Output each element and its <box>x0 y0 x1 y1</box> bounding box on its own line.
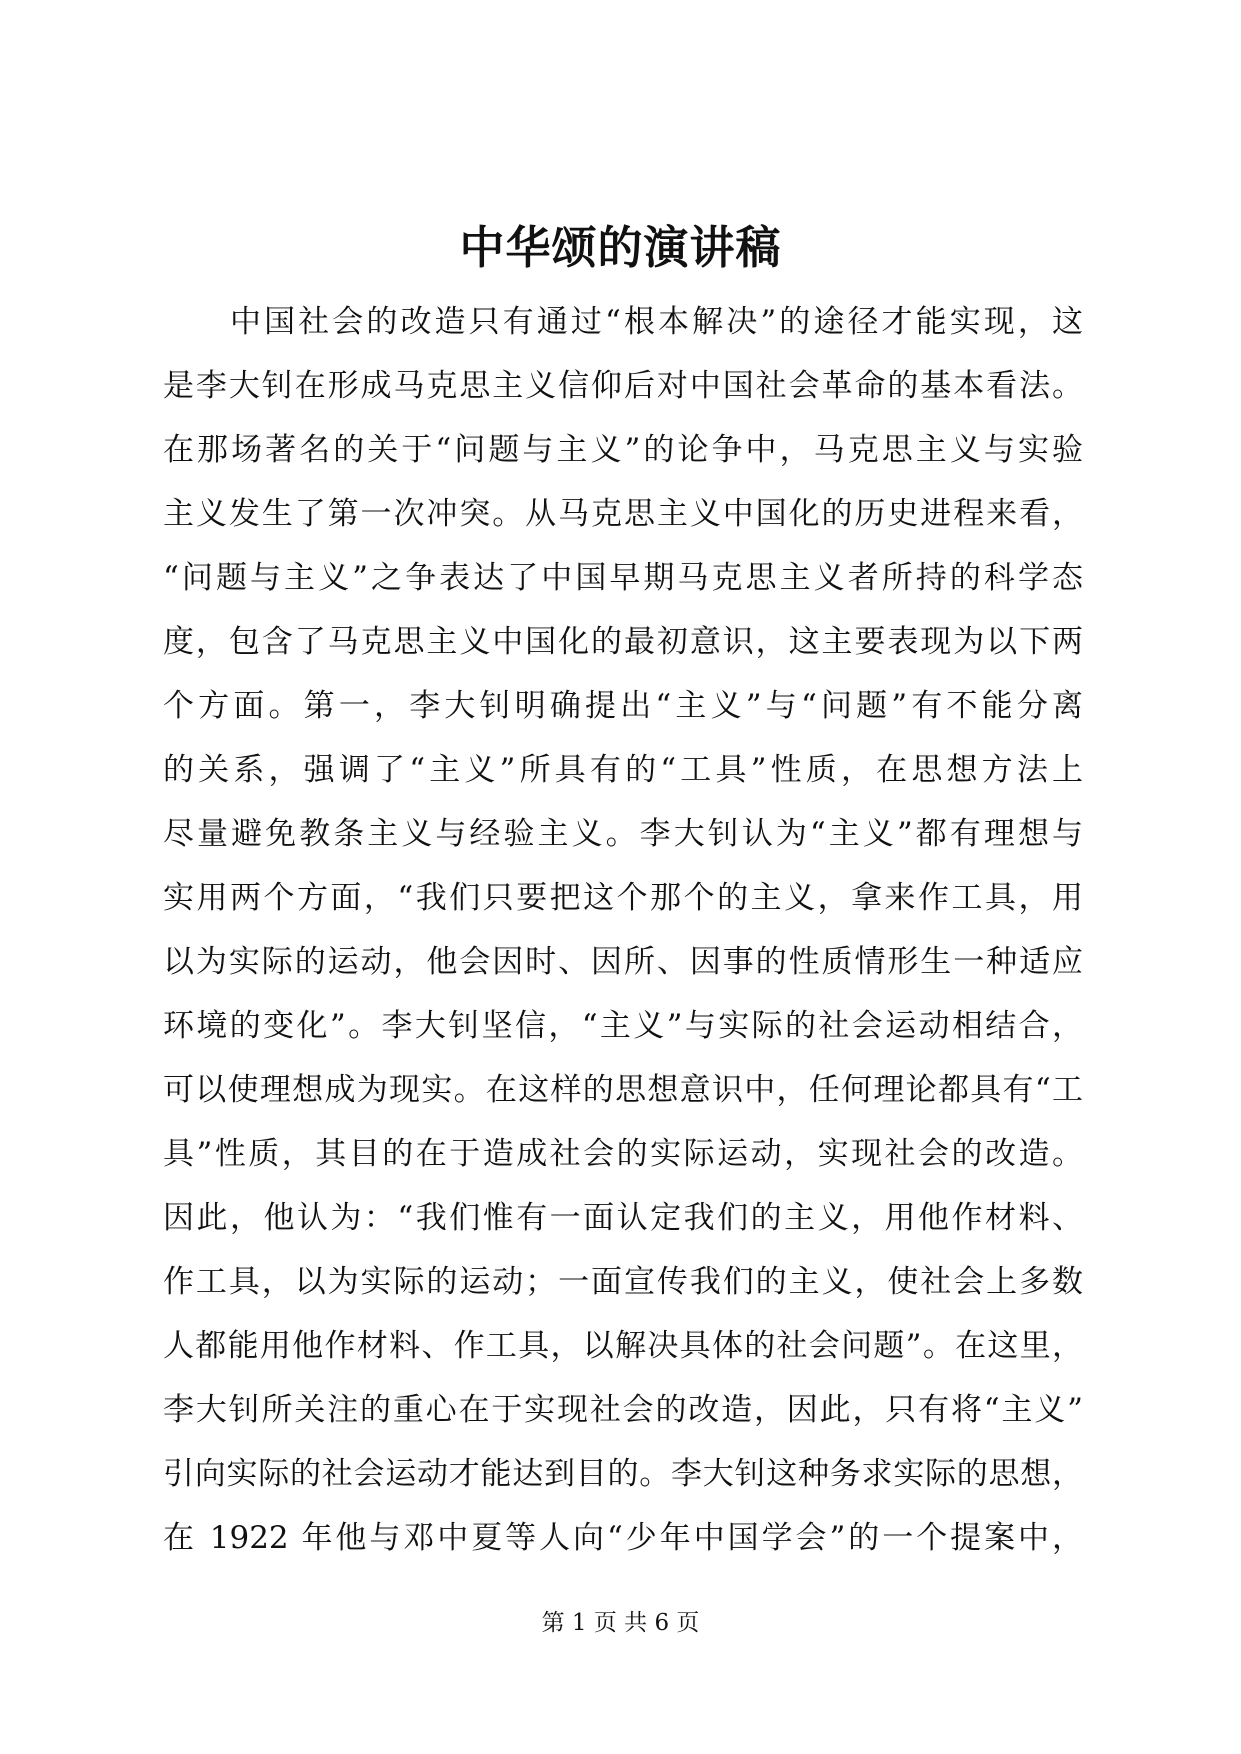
body-line: 度，包含了马克思主义中国化的最初意识，这主要表现为以下两 <box>163 624 1083 660</box>
body-line: 在 1922 年他与邓中夏等人向“少年中国学会”的一个提案中， <box>163 1520 1083 1556</box>
body-line: 在那场著名的关于“问题与主义”的论争中，马克思主义与实验 <box>163 432 1083 468</box>
body-line: 李大钊所关注的重心在于实现社会的改造，因此，只有将“主义” <box>163 1392 1083 1428</box>
body-line: 以为实际的运动，他会因时、因所、因事的性质情形生一种适应 <box>163 944 1083 980</box>
body-line: 因此，他认为：“我们惟有一面认定我们的主义，用他作材料、 <box>163 1200 1083 1236</box>
body-line: 尽量避免教条主义与经验主义。李大钊认为“主义”都有理想与 <box>163 816 1083 852</box>
body-line: 是李大钊在形成马克思主义信仰后对中国社会革命的基本看法。 <box>163 368 1083 404</box>
body-line: 主义发生了第一次冲突。从马克思主义中国化的历史进程来看， <box>163 496 1083 532</box>
document-title: 中华颂的演讲稿 <box>459 221 782 274</box>
body-line: 引向实际的社会运动才能达到目的。李大钊这种务求实际的思想， <box>163 1456 1083 1492</box>
body-line: 作工具，以为实际的运动；一面宣传我们的主义，使社会上多数 <box>163 1264 1083 1300</box>
page-number-footer: 第 1 页 共 6 页 <box>541 1610 700 1636</box>
body-line: 的关系，强调了“主义”所具有的“工具”性质，在思想方法上 <box>163 752 1083 788</box>
body-line: 人都能用他作材料、作工具，以解决具体的社会问题”。在这里， <box>163 1328 1083 1364</box>
body-paragraph <box>163 290 1083 1570</box>
body-line: 个方面。第一，李大钊明确提出“主义”与“问题”有不能分离 <box>163 688 1083 724</box>
body-line: 环境的变化”。李大钊坚信，“主义”与实际的社会运动相结合， <box>163 1008 1083 1044</box>
body-line: 实用两个方面，“我们只要把这个那个的主义，拿来作工具，用 <box>163 880 1083 916</box>
body-line: 中国社会的改造只有通过“根本解决”的途径才能实现，这 <box>230 304 1083 340</box>
body-line: 具”性质，其目的在于造成社会的实际运动，实现社会的改造。 <box>163 1136 1083 1172</box>
body-line: 可以使理想成为现实。在这样的思想意识中，任何理论都具有“工 <box>163 1072 1083 1108</box>
body-line: “问题与主义”之争表达了中国早期马克思主义者所持的科学态 <box>163 560 1083 596</box>
